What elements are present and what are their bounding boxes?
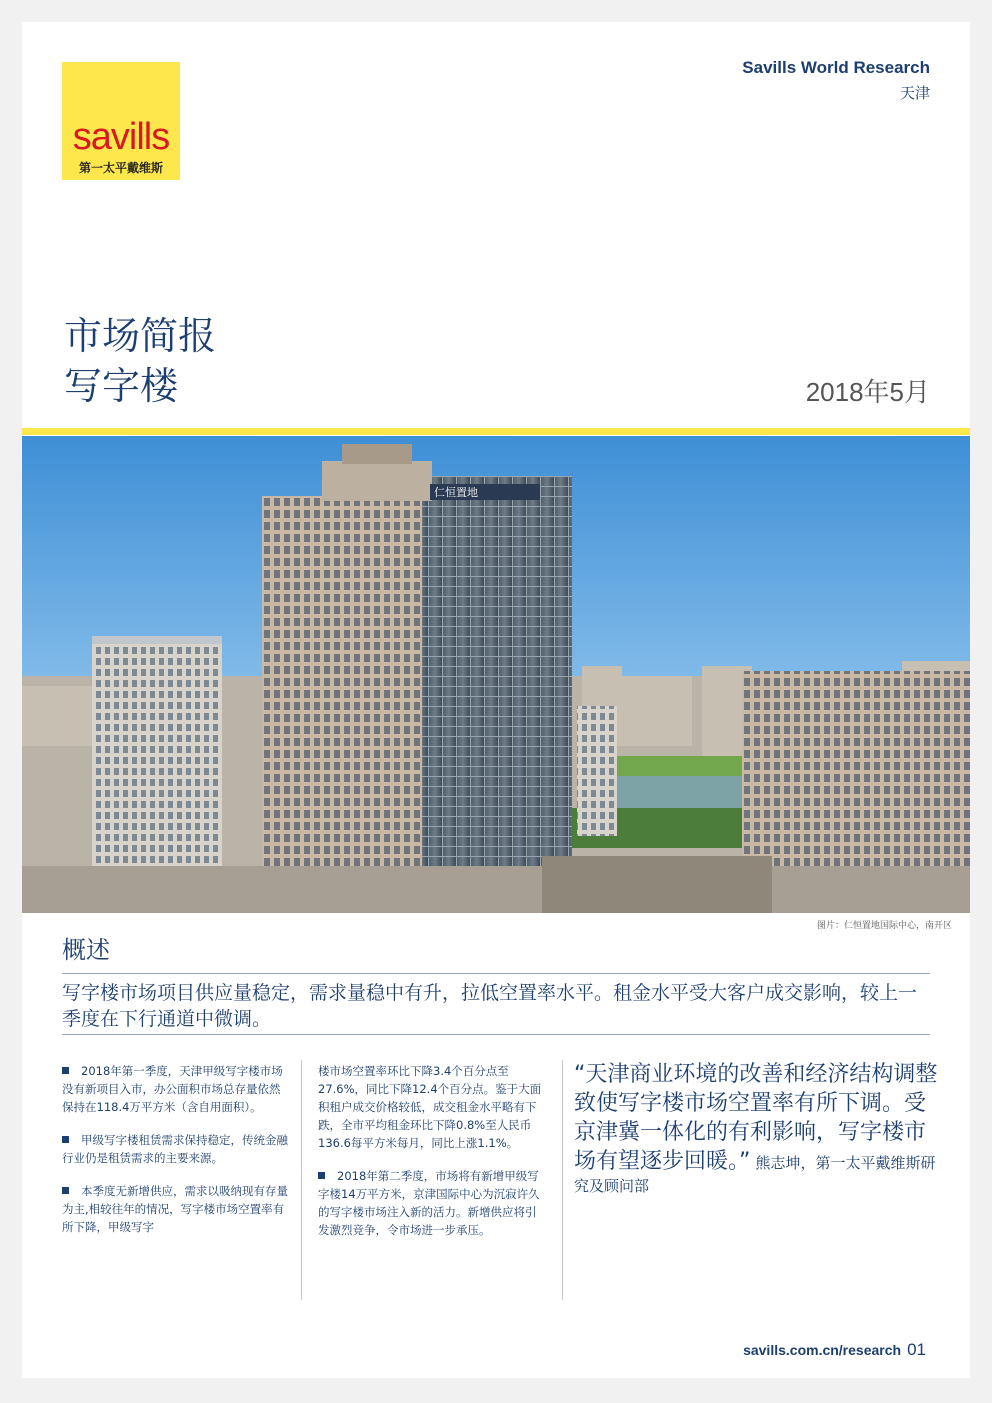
report-page [22,22,970,1378]
paragraph-text: 楼市场空置率环比下降3.4个百分点至27.6%，同比下降12.4个百分点。鉴于大面积租户成交价格较低，成交租金水平略有下跌，全市平均租金环比下降0.8%至人民币136.6每平方米每月，同比上涨1.1%。 [318,1064,542,1150]
section-title: 概述 [62,936,110,964]
logo-wordmark: savills [72,116,170,158]
body-column-1 [62,1062,288,1251]
report-subtitle: 写字楼 [64,364,179,408]
brand-city: 天津 [899,84,930,102]
lead-summary: 写字楼市场项目供应量稳定，需求量稳中有升，拉低空置率水平。租金水平受大客户成交影响，较上一季度在下行通道中微调。 [62,982,918,1030]
yellow-divider [22,428,970,435]
paragraph [318,1062,546,1152]
square-bullet-icon [62,1136,69,1143]
page-number: 01 [907,1340,926,1359]
hero-photo [22,436,970,913]
report-date: 2018年5月 [805,377,930,407]
square-bullet-icon [318,1172,325,1179]
paragraph-text: 2018年第二季度，市场将有新增甲级写字楼14万平方米，京津国际中心为沉寂许久的写字楼市场注入新的活力。新增供应将引发激烈竞争，令市场进一步承压。 [318,1169,540,1237]
paragraph [62,1182,288,1236]
square-bullet-icon [62,1067,69,1074]
paragraph [62,1062,288,1116]
brand-title: Savills World Research [742,58,930,77]
logo-chinese-name: 第一太平戴维斯 [78,161,163,175]
page-footer [743,1340,926,1360]
paragraph [318,1167,546,1239]
quote-text: “天津商业环境的改善和经济结构调整致使写字楼市场空置率有所下调。受京津冀一体化的有利影响，写字楼市场有望逐步回暖。” [574,1062,938,1174]
column-divider [301,1060,302,1300]
brand-block [742,58,930,103]
quote-attribution: 熊志坤，第一太平戴维斯研究及顾问部 [574,1154,936,1195]
lead-bottom-rule [62,1034,930,1035]
paragraph [62,1131,288,1167]
paragraph-text: 本季度无新增供应，需求以吸纳现有存量为主,相较往年的情况，写字楼市场空置率有所下降，甲级写字 [62,1184,288,1234]
report-title: 市场简报 [64,314,217,358]
body-column-2 [318,1062,546,1254]
photo-caption: 图片：仁恒置地国际中心，南开区 [816,921,952,931]
paragraph-text: 甲级写字楼租赁需求保持稳定，传统金融行业仍是租赁需求的主要来源。 [62,1133,288,1165]
savills-logo [62,62,180,180]
building-sign: 仁恒置地 [434,486,478,499]
lead-top-rule [62,973,930,974]
square-bullet-icon [62,1187,69,1194]
column-divider [562,1060,563,1300]
pull-quote [574,1060,938,1196]
paragraph-text: 2018年第一季度，天津甲级写字楼市场没有新项目入市，办公面积市场总存量依然保持在118.4万平方米（含自用面积）。 [62,1064,283,1114]
footer-url[interactable]: savills.com.cn/research [743,1342,902,1358]
